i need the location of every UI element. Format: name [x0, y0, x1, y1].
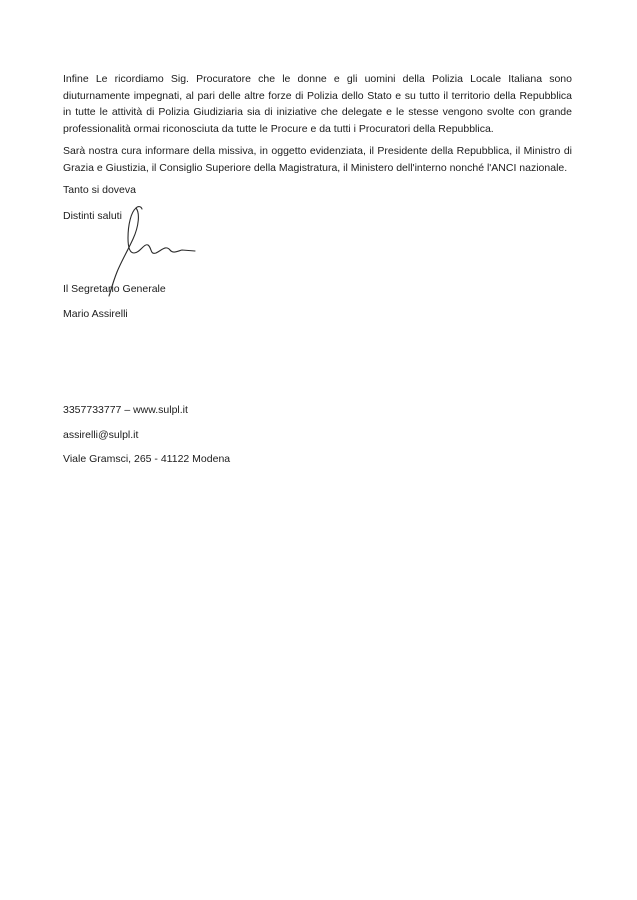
signatory-title: Il Segretario Generale: [63, 283, 166, 295]
contact-email: assirelli@sulpl.it: [63, 429, 139, 441]
paragraph-police-commitment: [63, 71, 572, 138]
paragraph-line: in tutte le attività di Polizia Giudiziaria sia di iniziative che delegate e le stesse vengono svolte con grande: [63, 106, 572, 119]
paragraph-line: professionalità ormai riconosciuta da tutte le Procure e da tutti i Procuratori della Repubblica.: [63, 123, 494, 136]
signature: [100, 200, 200, 300]
closing-formula: Tanto si doveva: [63, 184, 136, 196]
paragraph-line: Sarà nostra cura informare della missiva, in oggetto evidenziata, il Presidente della Repubblica, il Ministro di: [63, 145, 572, 157]
greeting: Distinti saluti: [63, 210, 122, 222]
paragraph-line: diuturnamente impegnati, al pari delle altre forze di Polizia dello Stato e su tutto il territorio della Repubblica: [63, 89, 572, 102]
contact-address: Viale Gramsci, 265 - 41122 Modena: [63, 453, 231, 465]
contact-phone-website: 3357733777 – www.sulpl.it: [63, 404, 188, 416]
paragraph-line: Infine Le ricordiamo Sig. Procuratore che le donne e gli uomini della Polizia Locale Italiana sono: [63, 73, 572, 85]
signatory-name: Mario Assirelli: [63, 308, 128, 320]
paragraph-line: Grazia e Giustizia, il Consiglio Superiore della Magistratura, il Ministero dell'interno nonché l'ANCI nazionale.: [63, 161, 568, 174]
paragraph-notification: [63, 143, 572, 176]
